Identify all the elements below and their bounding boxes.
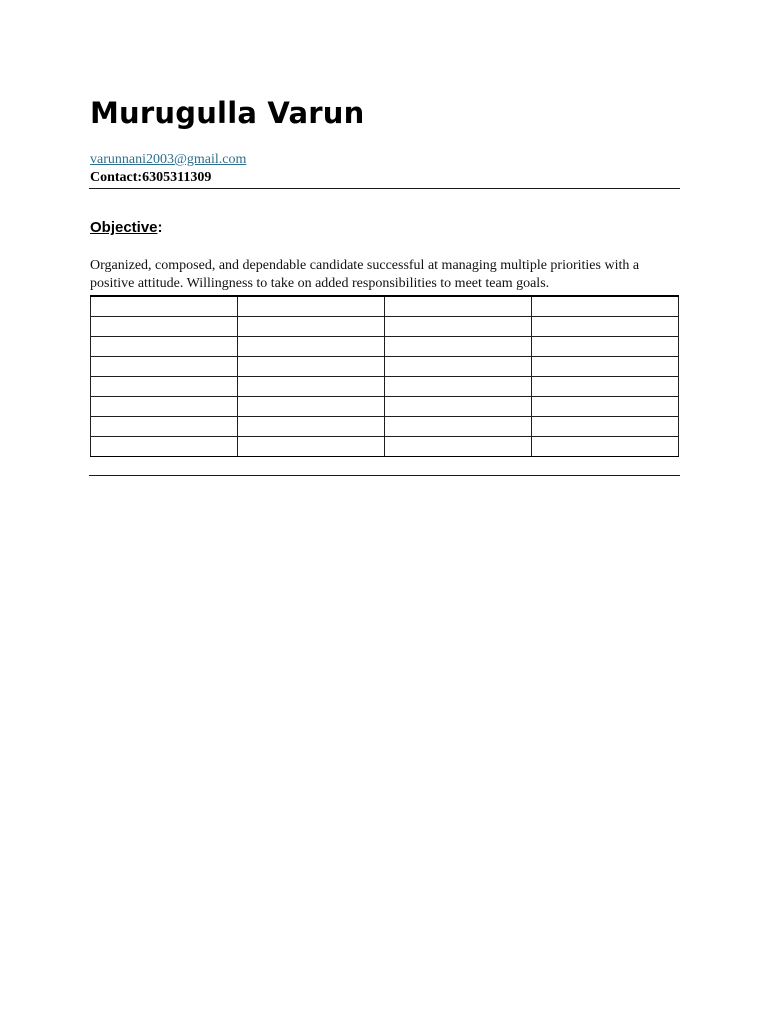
table-cell <box>91 377 238 397</box>
objective-heading <box>90 218 163 238</box>
table-cell <box>91 397 238 417</box>
email-link[interactable]: varunnani2003@gmail.com <box>90 152 247 167</box>
table-cell <box>532 296 679 317</box>
table-row <box>91 397 679 417</box>
contact-number: Contact:6305311309 <box>90 170 212 185</box>
table-cell <box>91 357 238 377</box>
table-cell <box>532 397 679 417</box>
table-cell <box>91 417 238 437</box>
table-cell <box>385 317 532 337</box>
table-cell <box>238 417 385 437</box>
table-row <box>91 317 679 337</box>
table-cell <box>385 337 532 357</box>
table-cell <box>532 317 679 337</box>
table-cell <box>238 317 385 337</box>
table-row <box>91 357 679 377</box>
table-cell <box>385 296 532 317</box>
candidate-name: Murugulla Varun <box>90 96 365 130</box>
table-cell <box>532 437 679 457</box>
table-cell <box>532 357 679 377</box>
blank-grid-table <box>90 295 679 457</box>
table-cell <box>385 357 532 377</box>
objective-heading-label: Objective <box>90 219 158 236</box>
header-divider <box>89 188 680 189</box>
objective-heading-colon: : <box>157 219 163 236</box>
table-row <box>91 437 679 457</box>
table-cell <box>532 417 679 437</box>
table-cell <box>385 437 532 457</box>
grid-table-body <box>91 296 679 457</box>
table-row <box>91 377 679 397</box>
objective-text: Organized, composed, and dependable candidate successful at managing multiple priorities with a positive attitude. Willingness to take on added responsibilities to meet team goals. <box>90 258 640 291</box>
table-cell <box>532 337 679 357</box>
table-cell <box>238 357 385 377</box>
table-cell <box>238 296 385 317</box>
table-cell <box>385 417 532 437</box>
table-cell <box>385 397 532 417</box>
table-cell <box>91 337 238 357</box>
table-cell <box>238 397 385 417</box>
table-cell <box>238 337 385 357</box>
table-row <box>91 337 679 357</box>
table-cell <box>91 296 238 317</box>
table-cell <box>532 377 679 397</box>
table-cell <box>238 377 385 397</box>
table-row <box>91 417 679 437</box>
table-cell <box>385 377 532 397</box>
table-cell <box>91 317 238 337</box>
table-cell <box>91 437 238 457</box>
section-divider <box>89 475 680 476</box>
table-row <box>91 296 679 317</box>
table-cell <box>238 437 385 457</box>
